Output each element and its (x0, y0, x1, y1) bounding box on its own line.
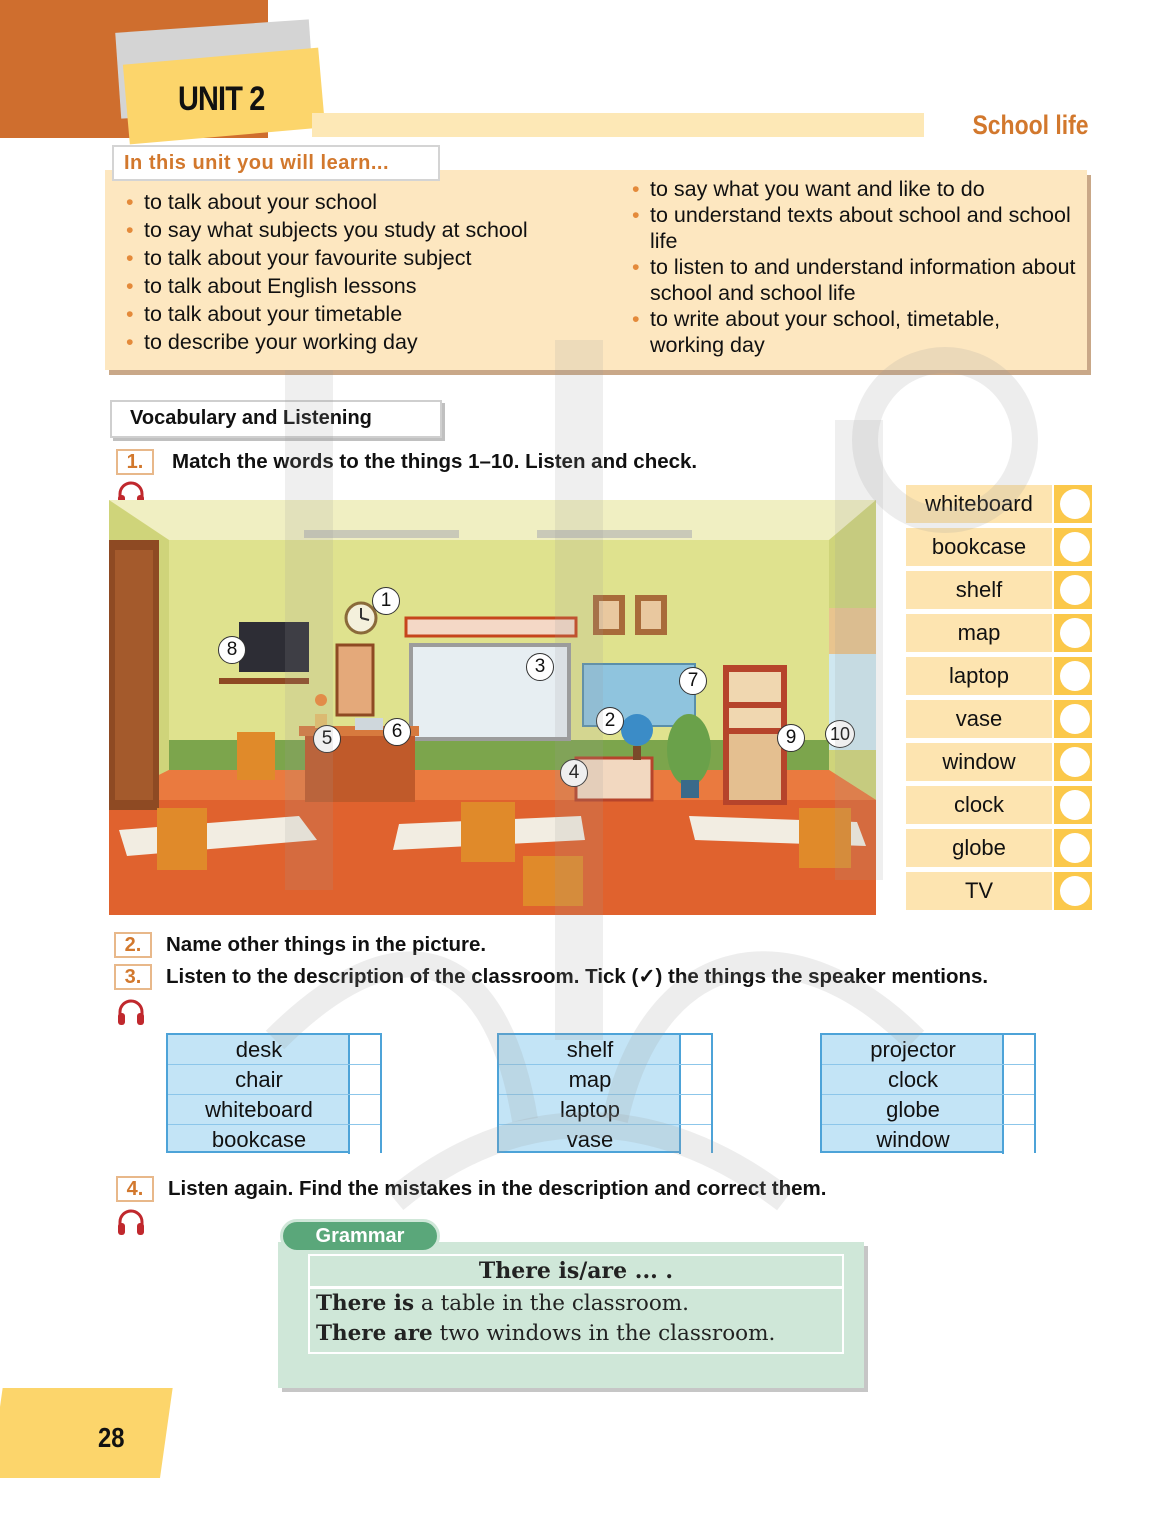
word-label: bookcase (906, 528, 1052, 566)
word-label: window (906, 743, 1052, 781)
word-row[interactable] (906, 614, 1092, 652)
header-strip (312, 113, 924, 137)
picture-number-badge: 3 (526, 653, 554, 681)
grammar-bold: There are (316, 1321, 433, 1346)
grammar-heading: There is/are ... . (310, 1256, 842, 1289)
goal-item: • to understand texts about school and school life (626, 202, 1076, 254)
tick-word: shelf (566, 1037, 614, 1062)
word-row[interactable] (906, 571, 1092, 609)
tick-checkbox[interactable] (348, 1095, 380, 1124)
grammar-example (310, 1289, 842, 1319)
tick-row (168, 1035, 380, 1065)
word-label: vase (906, 700, 1052, 738)
grammar-example (310, 1319, 842, 1349)
tick-checkbox[interactable] (679, 1035, 711, 1064)
word-row[interactable] (906, 786, 1092, 824)
word-row[interactable] (906, 657, 1092, 695)
word-label: whiteboard (906, 485, 1052, 523)
answer-circle[interactable] (1060, 532, 1090, 562)
goal-item: • to say what subjects you study at school (120, 216, 600, 244)
goal-item: • to talk about your school (120, 188, 600, 216)
word-row[interactable] (906, 485, 1092, 523)
word-label: laptop (906, 657, 1052, 695)
tick-checkbox[interactable] (1002, 1065, 1034, 1094)
tick-row (499, 1095, 711, 1125)
grammar-tab: Grammar (280, 1219, 440, 1253)
task-number: 4. (116, 1176, 154, 1202)
tick-row (499, 1125, 711, 1154)
tick-table (166, 1033, 382, 1153)
page-number: 28 (98, 1422, 125, 1453)
tick-checkbox[interactable] (348, 1125, 380, 1154)
answer-circle[interactable] (1060, 704, 1090, 734)
task-instruction: Name other things in the picture. (166, 933, 487, 956)
word-row[interactable] (906, 872, 1092, 910)
grammar-table (308, 1254, 844, 1354)
tick-row (499, 1035, 711, 1065)
grammar-rest: a table in the classroom. (414, 1291, 690, 1316)
tick-checkbox[interactable] (679, 1125, 711, 1154)
headphones-icon[interactable] (116, 1208, 146, 1236)
page-number-tab (0, 1388, 173, 1478)
picture-number-badge: 7 (679, 667, 707, 695)
answer-circle[interactable] (1060, 747, 1090, 777)
tick-checkbox[interactable] (348, 1065, 380, 1094)
grammar-bold: There is (316, 1291, 415, 1316)
task-number: 2. (114, 932, 152, 958)
word-label: shelf (906, 571, 1052, 609)
goals-left-list (120, 188, 600, 356)
word-label: map (906, 614, 1052, 652)
tick-table (820, 1033, 1036, 1153)
goals-right-list (626, 176, 1076, 358)
answer-circle[interactable] (1060, 833, 1090, 863)
tick-word: vase (566, 1127, 614, 1152)
tick-row (822, 1035, 1034, 1065)
tick-word: laptop (560, 1097, 620, 1122)
picture-number-badge: 2 (596, 707, 624, 735)
picture-number-badge: 6 (383, 718, 411, 746)
tick-word: desk (235, 1037, 283, 1062)
word-row[interactable] (906, 829, 1092, 867)
answer-circle[interactable] (1060, 575, 1090, 605)
learn-label: In this unit you will learn... (112, 145, 440, 181)
picture-number-badge: 9 (777, 724, 805, 752)
tick-word: clock (887, 1067, 939, 1092)
tick-row (499, 1065, 711, 1095)
picture-number-badge: 8 (218, 636, 246, 664)
tick-word: globe (886, 1097, 940, 1122)
tick-word: map (568, 1067, 612, 1092)
tick-checkbox[interactable] (348, 1035, 380, 1064)
grammar-rest: two windows in the classroom. (432, 1321, 776, 1346)
word-label: clock (906, 786, 1052, 824)
headphones-icon[interactable] (116, 998, 146, 1026)
goal-item: • to talk about English lessons (120, 272, 600, 300)
word-row[interactable] (906, 743, 1092, 781)
goal-item: • to talk about your timetable (120, 300, 600, 328)
section-label: Vocabulary and Listening (110, 400, 442, 438)
goal-item: • to describe your working day (120, 328, 600, 356)
tick-checkbox[interactable] (1002, 1035, 1034, 1064)
picture-number-badge: 10 (825, 720, 855, 748)
answer-circle[interactable] (1060, 618, 1090, 648)
tick-word: projector (870, 1037, 956, 1062)
tick-row (168, 1125, 380, 1154)
picture-number-badge: 4 (560, 759, 588, 787)
word-label: globe (906, 829, 1052, 867)
word-row[interactable] (906, 700, 1092, 738)
answer-circle[interactable] (1060, 661, 1090, 691)
word-label: TV (906, 872, 1052, 910)
picture-number-badge: 5 (313, 725, 341, 753)
tick-checkbox[interactable] (679, 1095, 711, 1124)
task-number: 3. (114, 964, 152, 990)
tick-checkbox[interactable] (1002, 1095, 1034, 1124)
word-row[interactable] (906, 528, 1092, 566)
goal-item: • to talk about your favourite subject (120, 244, 600, 272)
task-instruction: Listen to the description of the classroom. Tick (✓) the things the speaker mentions. (166, 965, 989, 988)
tick-word: chair (235, 1067, 283, 1092)
goal-item: • to write about your school, timetable, working day (626, 306, 1076, 358)
goal-item: • to listen to and understand information about school and school life (626, 254, 1076, 306)
tick-row (822, 1125, 1034, 1154)
tick-row (822, 1095, 1034, 1125)
goal-item: • to say what you want and like to do (626, 176, 1076, 202)
answer-circle[interactable] (1060, 489, 1090, 519)
picture-number-badge: 1 (372, 587, 400, 615)
tick-word: bookcase (211, 1127, 307, 1152)
task-number: 1. (116, 449, 154, 475)
tick-word: whiteboard (205, 1097, 313, 1122)
answer-circle[interactable] (1060, 790, 1090, 820)
tick-word: window (876, 1127, 950, 1152)
task-instruction: Listen again. Find the mistakes in the description and correct them. (168, 1177, 827, 1200)
tick-row (168, 1065, 380, 1095)
classroom-illustration (109, 500, 876, 915)
tick-checkbox[interactable] (679, 1065, 711, 1094)
answer-circle[interactable] (1060, 876, 1090, 906)
tick-row (168, 1095, 380, 1125)
section-title: School life (972, 110, 1089, 140)
tick-table (497, 1033, 713, 1153)
tick-checkbox[interactable] (1002, 1125, 1034, 1154)
unit-title: UNIT 2 (178, 80, 265, 118)
task-instruction: Match the words to the things 1–10. Listen and check. (172, 450, 698, 473)
tick-row (822, 1065, 1034, 1095)
